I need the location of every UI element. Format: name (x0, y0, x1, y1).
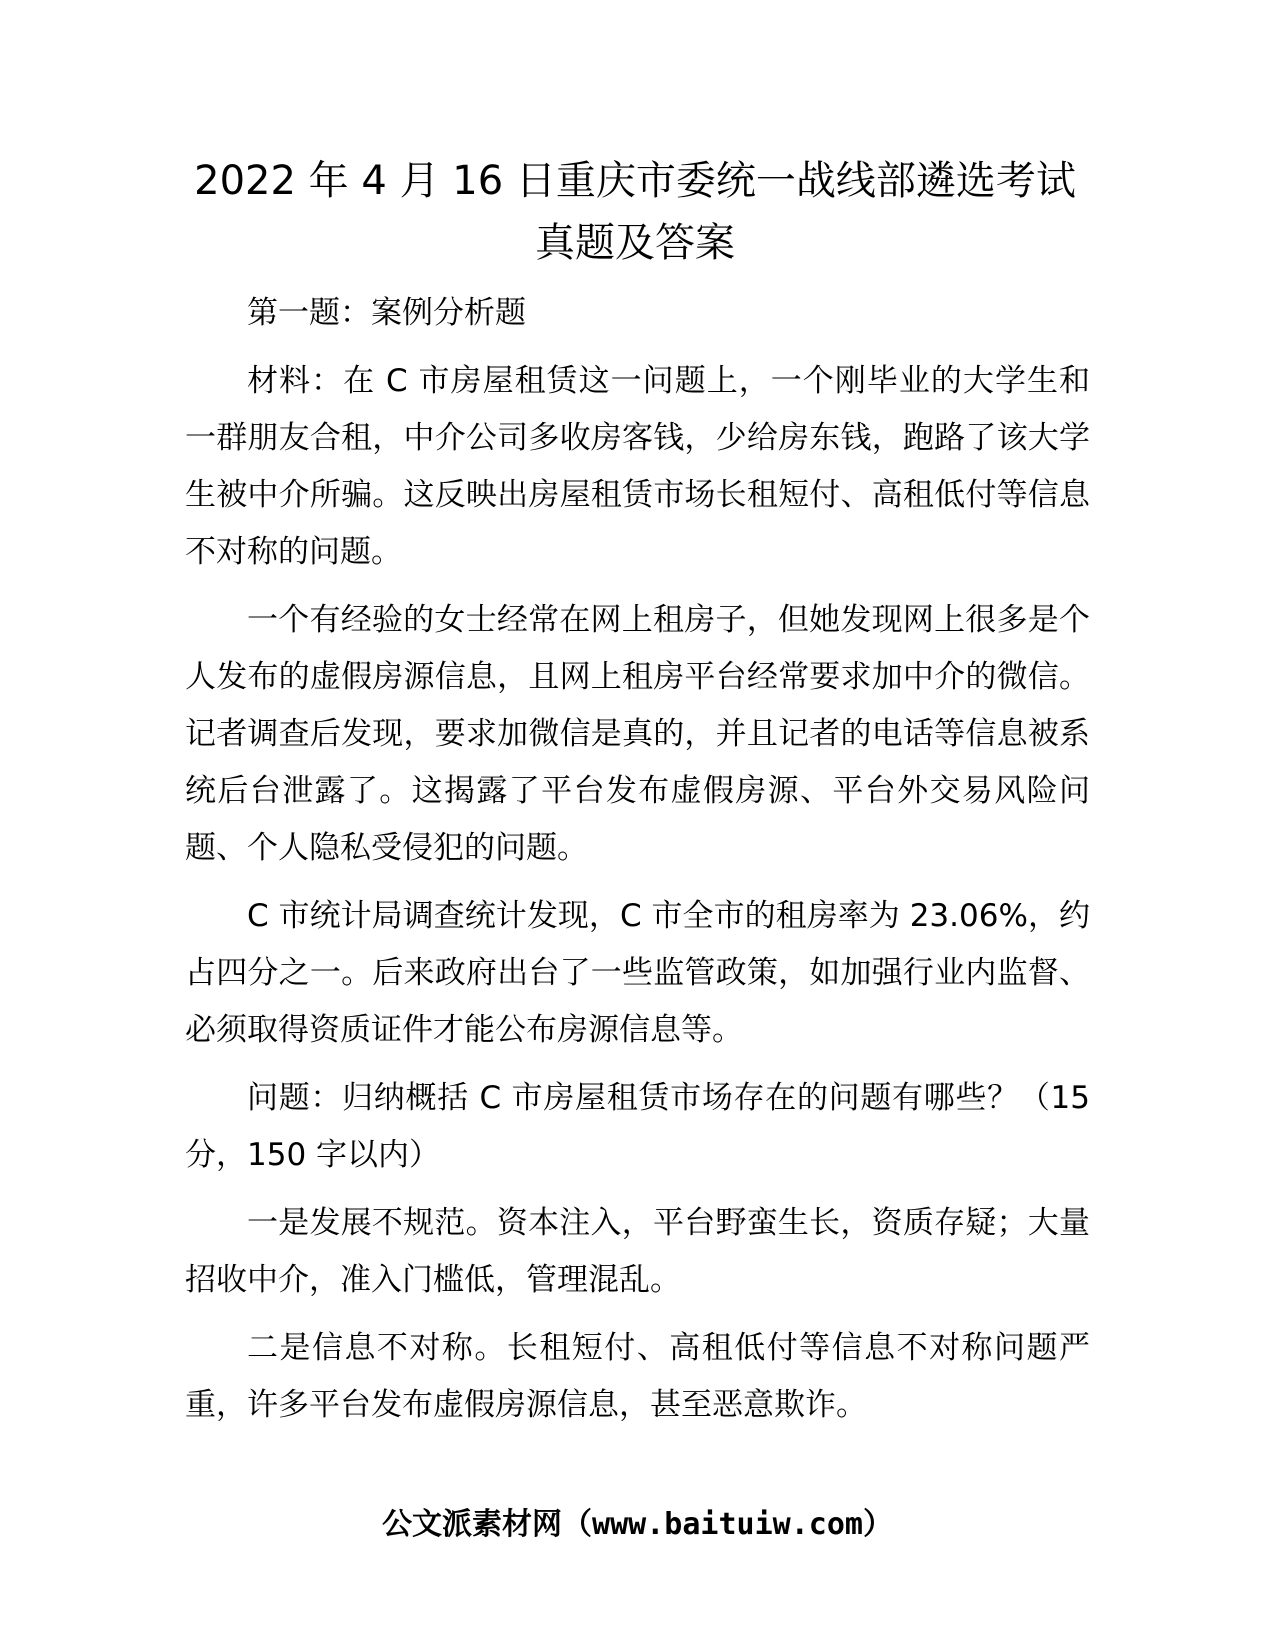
footer-site-name: 公文派素材网 (382, 1507, 563, 1542)
footer-url: （www.baituiw.com） (562, 1507, 893, 1542)
document-body (185, 285, 1090, 1445)
material-text: ：在 C 市房屋租赁这一问题上，一个刚毕业的大学生和一群朋友合租，中介公司多收房客钱，少给房东钱，跑路了该大学生被中介所骗。这反映出房屋租赁市场长租短付、高租低付等信息不对称的问题。 (185, 363, 1091, 570)
title-line-2: 真题及答案 (535, 220, 735, 266)
title-line-1: 2022 年 4 月 16 日重庆市委统一战线部遴选考试 (194, 158, 1076, 204)
answer-paragraph-2: 二是信息不对称。长租短付、高租低付等信息不对称问题严重，许多平台发布虚假房源信息，甚至恶意欺诈。 (185, 1330, 1090, 1423)
answer-paragraph-1: 一是发展不规范。资本注入，平台野蛮生长，资质存疑；大量招收中介，准入门槛低，管理混乱。 (185, 1205, 1090, 1298)
material-paragraph (185, 353, 1090, 581)
question-paragraph: 问题：归纳概括 C 市房屋租赁市场存在的问题有哪些？（15 分，150 字以内） (185, 1080, 1090, 1173)
document-title (180, 150, 1090, 274)
page-footer (0, 1505, 1275, 1545)
section-heading: 第一题：案例分析题 (247, 295, 526, 331)
material-label: 材料 (247, 363, 312, 399)
paragraph-3: C 市统计局调查统计发现，C 市全市的租房率为 23.06%，约占四分之一。后来政府出台了一些监管政策，如加强行业内监督、必须取得资质证件才能公布房源信息等。 (185, 898, 1090, 1048)
paragraph-2: 一个有经验的女士经常在网上租房子，但她发现网上很多是个人发布的虚假房源信息，且网上租房平台经常要求加中介的微信。记者调查后发现，要求加微信是真的，并且记者的电话等信息被系统后台泄露了。这揭露了平台发布虚假房源、平台外交易风险问题、个人隐私受侵犯的问题。 (185, 602, 1090, 866)
